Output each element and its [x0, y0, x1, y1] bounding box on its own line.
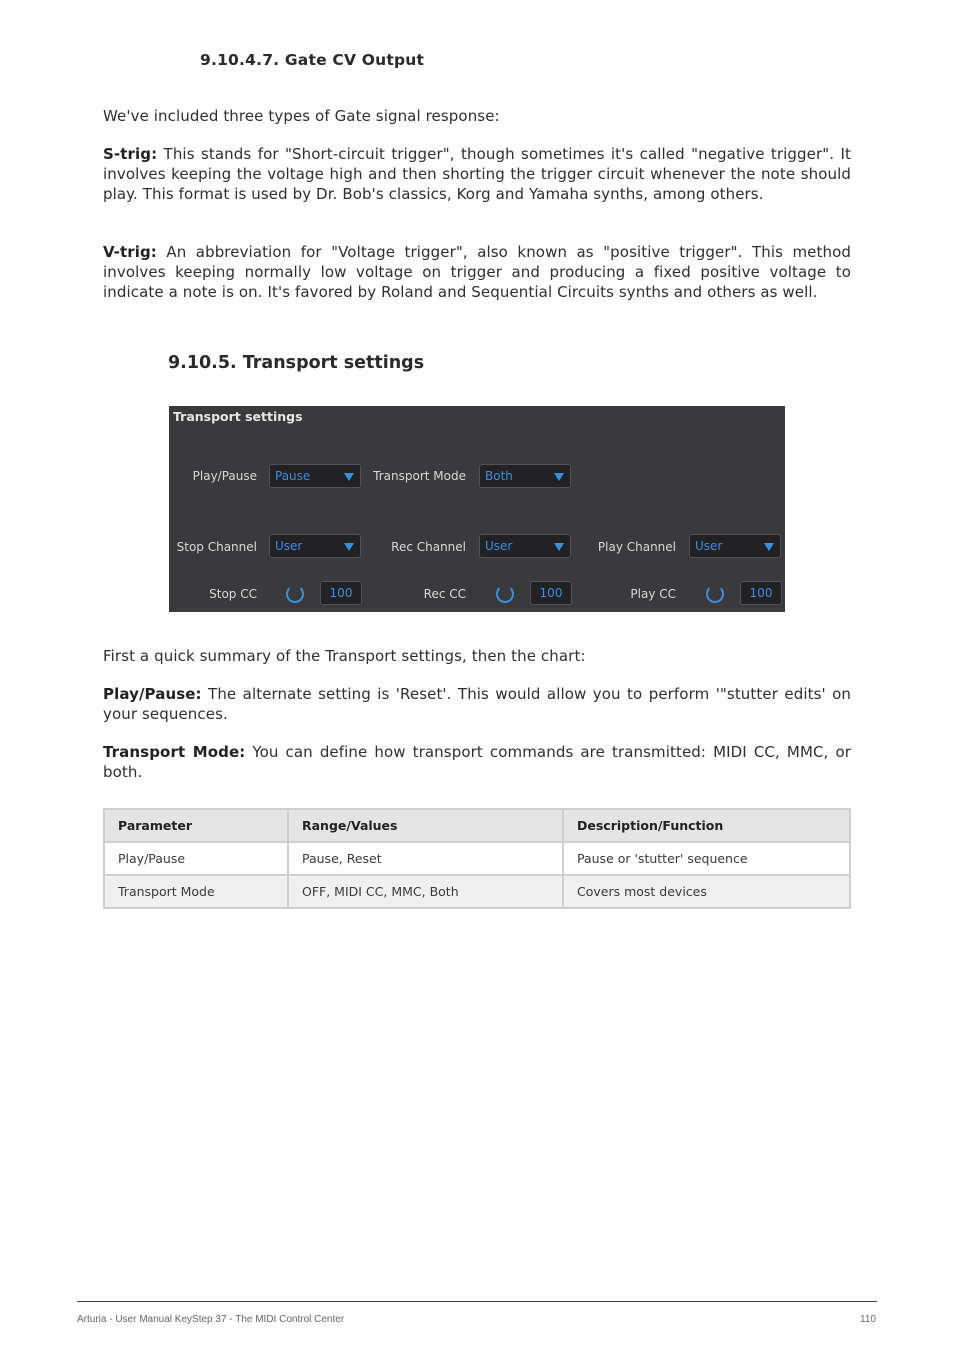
table-cell: Pause or 'stutter' sequence	[563, 842, 850, 875]
play-cc-value: 100	[749, 586, 773, 600]
transport-summary-paragraph: First a quick summary of the Transport settings, then the chart:	[103, 647, 586, 665]
strig-text: This stands for "Short-circuit trigger", though sometimes it's called "negative trigger". It involves keeping the voltage high and then shorting the trigger circuit whenever the note should play. This format is used by Dr. Bob's classics, Korg and Yamaha synths, among others.	[103, 145, 851, 203]
chevron-down-icon	[344, 473, 354, 481]
table-header-cell: Description/Function	[563, 809, 850, 842]
table-cell: Pause, Reset	[288, 842, 563, 875]
stop-cc-knob[interactable]	[286, 585, 304, 603]
stop-channel-label: Stop Channel	[176, 540, 257, 554]
rec-cc-knob[interactable]	[496, 585, 514, 603]
section-heading-gate-cv: 9.10.4.7. Gate CV Output	[200, 51, 425, 69]
play-channel-dropdown[interactable]	[689, 534, 781, 558]
footer-page-number: 110	[860, 1314, 876, 1325]
transport-mode-paragraph	[103, 742, 851, 782]
play-pause-value: Pause	[275, 469, 311, 483]
play-pause-label: Play/Pause	[192, 469, 257, 483]
rec-cc-value-box[interactable]	[530, 581, 572, 605]
vtrig-text: An abbreviation for "Voltage trigger", also known as "positive trigger". This method involves keeping normally low voltage on trigger and producing a fixed positive voltage to indicate a note is on. It's favored by Roland and Sequential Circuits synths and others as well.	[103, 243, 851, 301]
panel-title: Transport settings	[173, 409, 303, 424]
play-pause-term: Play/Pause:	[103, 685, 202, 703]
transport-parameter-table	[103, 808, 851, 909]
table-header-cell: Range/Values	[288, 809, 563, 842]
transport-settings-panel	[169, 406, 785, 612]
rec-cc-value: 100	[539, 586, 563, 600]
play-channel-label: Play Channel	[597, 540, 676, 554]
table-cell: OFF, MIDI CC, MMC, Both	[288, 875, 563, 908]
stop-channel-dropdown[interactable]	[269, 534, 361, 558]
table-row	[104, 875, 850, 908]
rec-channel-dropdown[interactable]	[479, 534, 571, 558]
strig-paragraph	[103, 144, 851, 204]
stop-cc-value-box[interactable]	[320, 581, 362, 605]
chevron-down-icon	[554, 543, 564, 551]
rec-cc-label: Rec CC	[423, 587, 466, 601]
chevron-down-icon	[344, 543, 354, 551]
transport-mode-text: You can define how transport commands are transmitted: MIDI CC, MMC, or both.	[103, 743, 851, 781]
table-header-cell: Parameter	[104, 809, 288, 842]
section-heading-transport: 9.10.5. Transport settings	[168, 353, 425, 373]
vtrig-label: V-trig:	[103, 243, 157, 261]
table-row	[104, 842, 850, 875]
stop-channel-value: User	[275, 539, 303, 553]
chevron-down-icon	[554, 473, 564, 481]
table-cell: Play/Pause	[104, 842, 288, 875]
chevron-down-icon	[764, 543, 774, 551]
play-cc-value-box[interactable]	[740, 581, 782, 605]
vtrig-paragraph	[103, 242, 851, 302]
transport-mode-label: Transport Mode	[373, 469, 466, 483]
transport-mode-term: Transport Mode:	[103, 743, 246, 761]
transport-mode-dropdown[interactable]	[479, 464, 571, 488]
stop-cc-value: 100	[329, 586, 353, 600]
play-pause-dropdown[interactable]	[269, 464, 361, 488]
play-pause-text: The alternate setting is 'Reset'. This would allow you to perform '"stutter edits' on your sequences.	[103, 685, 851, 723]
rec-channel-value: User	[485, 539, 513, 553]
table-cell: Transport Mode	[104, 875, 288, 908]
transport-mode-value: Both	[485, 469, 513, 483]
footer-divider	[77, 1301, 877, 1302]
rec-channel-label: Rec Channel	[391, 540, 466, 554]
table-cell: Covers most devices	[563, 875, 850, 908]
play-pause-paragraph	[103, 684, 851, 724]
stop-cc-label: Stop CC	[209, 587, 257, 601]
gate-intro-paragraph: We've included three types of Gate signal response:	[103, 107, 500, 125]
play-cc-knob[interactable]	[706, 585, 724, 603]
play-cc-label: Play CC	[630, 587, 676, 601]
strig-label: S-trig:	[103, 145, 158, 163]
play-channel-value: User	[695, 539, 723, 553]
footer-doc-title: Arturia - User Manual KeyStep 37 - The MIDI Control Center	[77, 1314, 345, 1325]
table-header-row	[104, 809, 850, 842]
